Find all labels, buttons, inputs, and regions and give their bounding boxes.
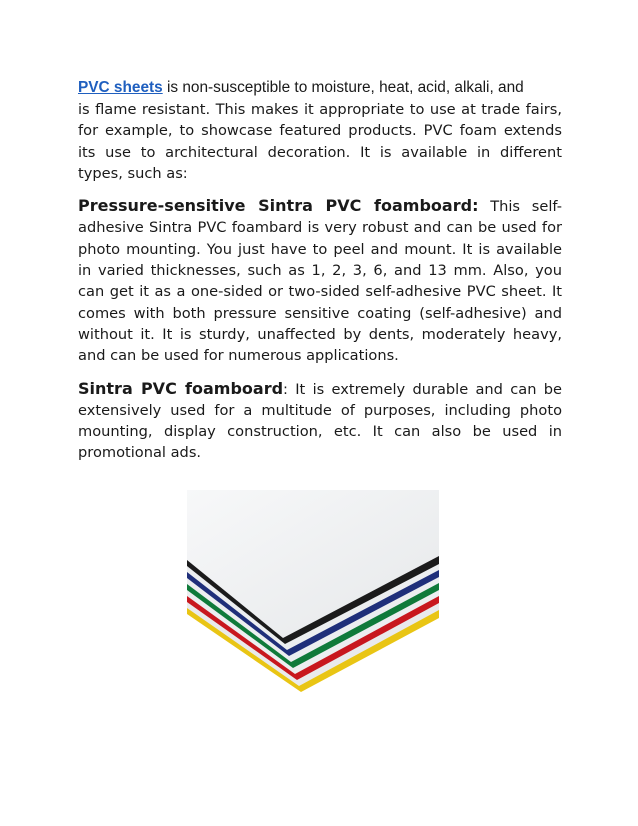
pressure-sensitive-term: Pressure-sensitive Sintra PVC foamboard: bbox=[78, 196, 479, 216]
document-body bbox=[78, 78, 562, 464]
pvc-sheets-link[interactable]: PVC sheets bbox=[78, 79, 163, 96]
sintra-term: Sintra PVC foamboard bbox=[78, 378, 284, 398]
foamboard-stack-image bbox=[181, 490, 443, 692]
intro-paragraph: is flame resistant. This makes it appropriate to use at trade fairs, for example, to showcase featured products. PVC foam extends its use to architectural decoration. It is available in different types, such as: bbox=[78, 101, 562, 182]
pressure-sensitive-text: This self-adhesive Sintra PVC foambard is very robust and can be used for photo mounting. You just have to peel and mount. It is available in varied thicknesses, such as 1, 2, 3, 6, and 13 mm. Also, you can get it as a one-sided or two-sided self-adhesive PVC sheet. It comes with both pressure sensitive coating (self-adhesive) and without it. It is sturdy, unaffected by dents, moderately heavy, and can be used for numerous applications. bbox=[78, 198, 562, 365]
intro-first-line-text: is non-susceptible to moisture, heat, acid, alkali, and bbox=[162, 79, 524, 96]
intro-first-line bbox=[78, 78, 562, 98]
sintra-paragraph bbox=[78, 378, 562, 464]
sintra-text: : It is extremely durable and can be extensively used for a multitude of purposes, including photo mounting, display construction, etc. It can also be used in promotional ads. bbox=[78, 380, 562, 462]
pressure-sensitive-paragraph bbox=[78, 195, 562, 366]
